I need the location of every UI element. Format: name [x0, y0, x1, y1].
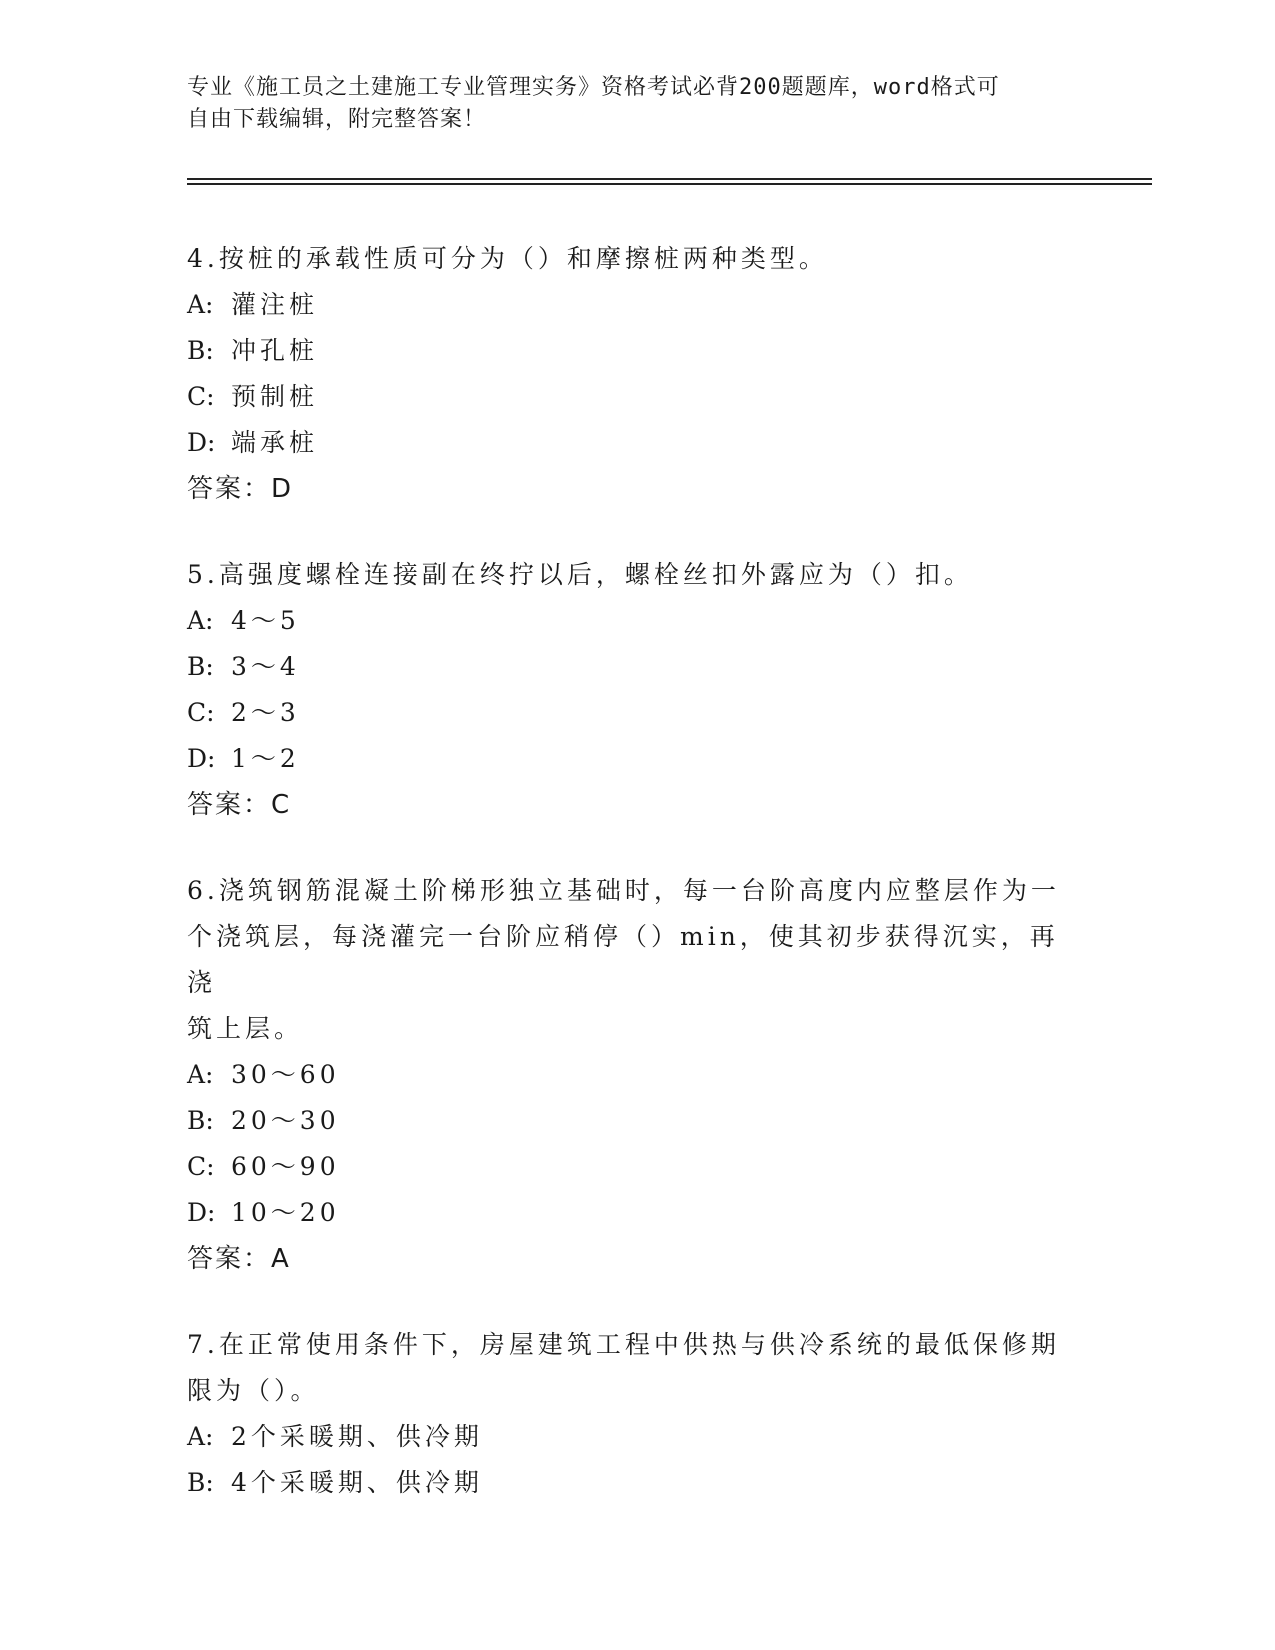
answer-option [187, 690, 1087, 736]
answer-line: 答案：C [187, 790, 292, 820]
answer-option [187, 736, 1087, 782]
option-text: 预制桩 [231, 382, 319, 411]
question-block [187, 236, 1087, 512]
option-key: D: [187, 1198, 216, 1227]
answer-option [187, 282, 1087, 328]
option-key: B: [187, 652, 214, 681]
answer-option [187, 1414, 1087, 1460]
option-text: 60～90 [231, 1152, 340, 1181]
answer-option [187, 420, 1087, 466]
answer-line: 答案：A [187, 1244, 291, 1274]
header-line-2: 自由下载编辑，附完整答案！ [187, 107, 487, 132]
answer-option [187, 598, 1087, 644]
question-stem: 4.按桩的承载性质可分为（）和摩擦桩两种类型。 [187, 244, 828, 273]
answer-option [187, 1144, 1087, 1190]
option-text: 20～30 [231, 1106, 340, 1135]
option-key: B: [187, 1468, 214, 1497]
question-stem: 个浇筑层，每浇灌完一台阶应稍停（）min，使其初步获得沉实，再浇 [187, 922, 1059, 997]
question-block [187, 1322, 1087, 1506]
document-header [187, 72, 1087, 136]
option-text: 30～60 [231, 1060, 340, 1089]
question-stem: 5.高强度螺栓连接副在终拧以后，螺栓丝扣外露应为（）扣。 [187, 560, 973, 589]
question-stem: 7.在正常使用条件下，房屋建筑工程中供热与供冷系统的最低保修期 [187, 1330, 1060, 1359]
option-key: C: [187, 382, 215, 411]
header-divider-bottom [187, 183, 1152, 185]
answer-option [187, 1098, 1087, 1144]
option-text: 4～5 [231, 606, 300, 635]
answer-option [187, 1052, 1087, 1098]
option-text: 1～2 [231, 744, 300, 773]
answer-line: 答案：D [187, 474, 294, 504]
answer-option [187, 374, 1087, 420]
option-text: 3～4 [231, 652, 300, 681]
option-key: B: [187, 336, 214, 365]
option-key: A: [187, 290, 214, 319]
answer-option [187, 1460, 1087, 1506]
header-divider-top [187, 178, 1152, 180]
option-text: 冲孔桩 [231, 336, 319, 365]
option-key: C: [187, 1152, 215, 1181]
option-key: C: [187, 698, 215, 727]
option-key: B: [187, 1106, 214, 1135]
answer-option [187, 1190, 1087, 1236]
option-text: 2个采暖期、供冷期 [231, 1422, 483, 1451]
option-key: A: [187, 1422, 214, 1451]
question-block [187, 868, 1087, 1282]
option-text: 10～20 [231, 1198, 340, 1227]
question-stem: 6.浇筑钢筋混凝土阶梯形独立基础时，每一台阶高度内应整层作为一 [187, 876, 1060, 905]
option-key: A: [187, 1060, 214, 1089]
question-list [187, 236, 1087, 1546]
option-key: A: [187, 606, 214, 635]
header-line-1: 专业《施工员之土建施工专业管理实务》资格考试必背200题题库，word格式可 [187, 75, 1000, 100]
answer-option [187, 644, 1087, 690]
question-stem: 筑上层。 [187, 1014, 304, 1043]
option-text: 端承桩 [231, 428, 319, 457]
option-text: 灌注桩 [231, 290, 319, 319]
option-text: 2～3 [231, 698, 300, 727]
question-block [187, 552, 1087, 828]
option-text: 4个采暖期、供冷期 [231, 1468, 483, 1497]
option-key: D: [187, 744, 216, 773]
option-key: D: [187, 428, 216, 457]
answer-option [187, 328, 1087, 374]
question-stem: 限为（）。 [187, 1376, 320, 1405]
